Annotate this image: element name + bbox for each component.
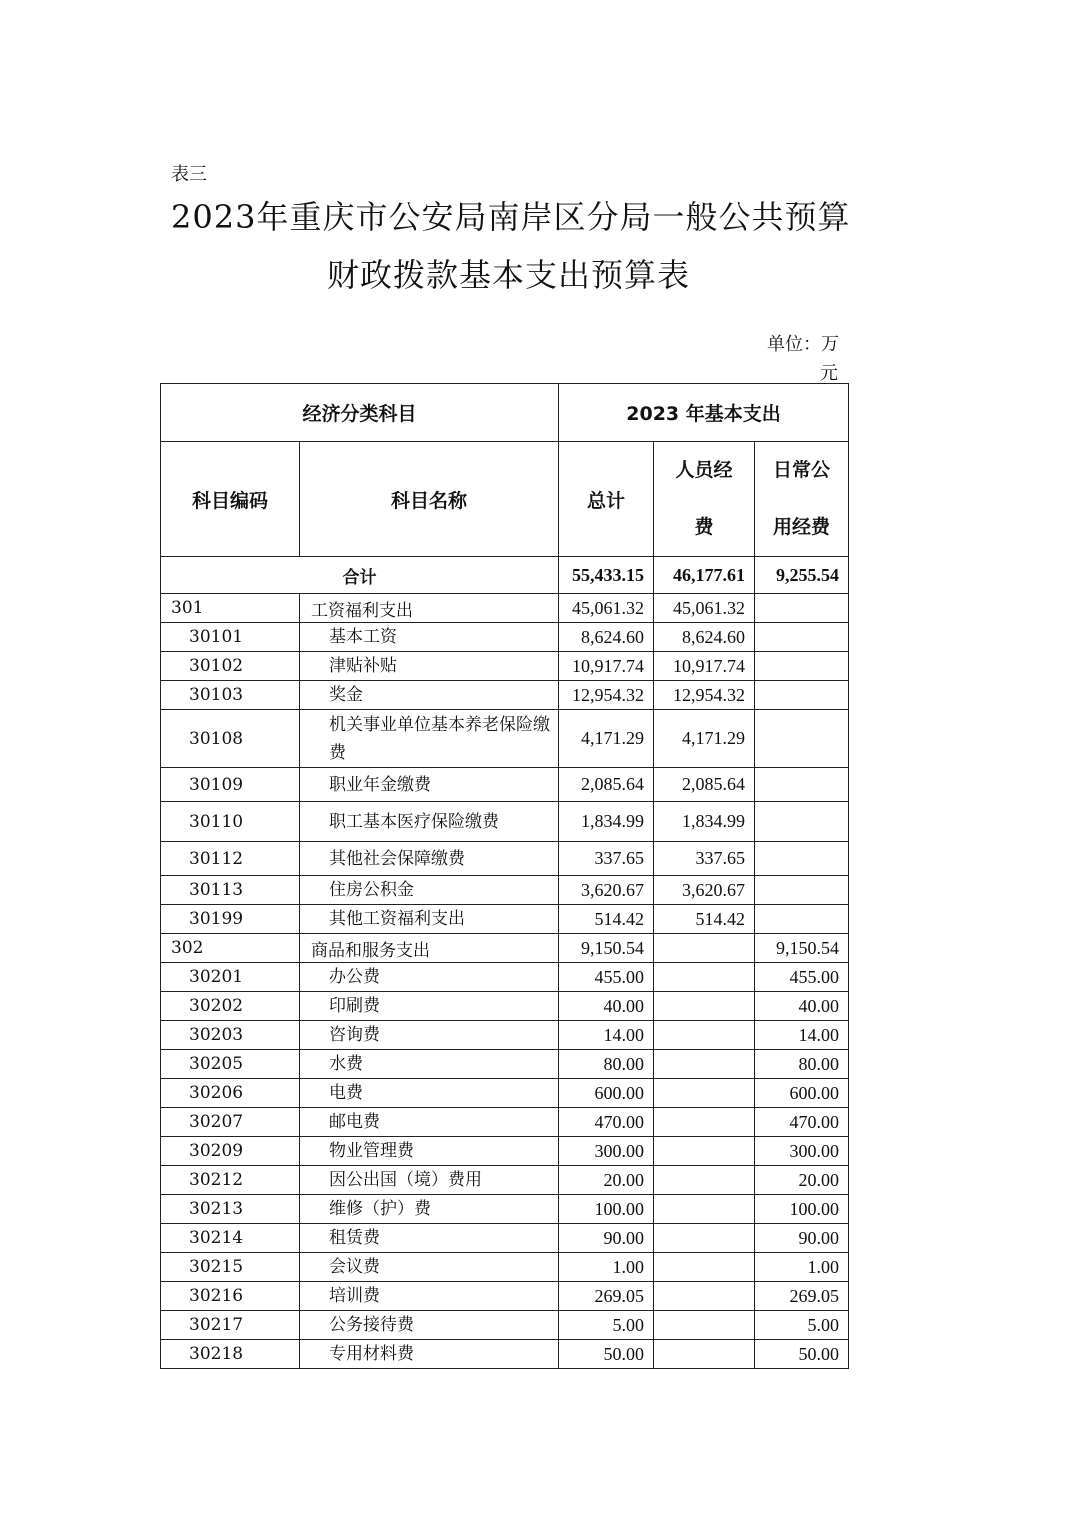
row-personnel	[654, 992, 755, 1021]
header-public: 日常公 用经费	[755, 442, 849, 557]
row-personnel	[654, 963, 755, 992]
table-row	[161, 1340, 849, 1369]
page-title-line-2: 财政拨款基本支出预算表	[327, 256, 691, 294]
row-public: 40.00	[755, 992, 849, 1021]
row-name: 奖金	[300, 681, 559, 710]
table-row	[161, 1166, 849, 1195]
table-row	[161, 681, 849, 710]
table-row	[161, 1021, 849, 1050]
row-personnel	[654, 1195, 755, 1224]
row-code: 30203	[161, 1021, 300, 1050]
row-personnel	[654, 1282, 755, 1311]
table-row	[161, 876, 849, 905]
row-name: 工资福利支出	[300, 594, 559, 623]
row-public: 9,150.54	[755, 934, 849, 963]
row-name: 职业年金缴费	[300, 768, 559, 802]
row-code: 30206	[161, 1079, 300, 1108]
row-total: 514.42	[559, 905, 654, 934]
table-row	[161, 992, 849, 1021]
table-label: 表三	[171, 164, 207, 185]
table-row	[161, 1050, 849, 1079]
header-year-basic: 2023 年基本支出	[559, 384, 849, 442]
row-name: 水费	[300, 1050, 559, 1079]
row-code: 30199	[161, 905, 300, 934]
row-public	[755, 876, 849, 905]
row-total: 470.00	[559, 1108, 654, 1137]
row-personnel: 10,917.74	[654, 652, 755, 681]
row-total: 455.00	[559, 963, 654, 992]
row-public: 5.00	[755, 1311, 849, 1340]
row-name: 津贴补贴	[300, 652, 559, 681]
budget-table	[160, 383, 849, 1369]
row-personnel: 4,171.29	[654, 710, 755, 768]
header-econ-class: 经济分类科目	[161, 384, 559, 442]
row-name: 物业管理费	[300, 1137, 559, 1166]
row-public	[755, 710, 849, 768]
row-personnel	[654, 1166, 755, 1195]
row-name: 机关事业单位基本养老保险缴费	[300, 710, 559, 768]
row-personnel: 45,061.32	[654, 594, 755, 623]
row-public: 20.00	[755, 1166, 849, 1195]
row-public	[755, 768, 849, 802]
row-total: 100.00	[559, 1195, 654, 1224]
row-public: 50.00	[755, 1340, 849, 1369]
row-name: 基本工资	[300, 623, 559, 652]
row-name: 办公费	[300, 963, 559, 992]
row-public	[755, 652, 849, 681]
table-row	[161, 1224, 849, 1253]
row-personnel	[654, 1224, 755, 1253]
table-row	[161, 963, 849, 992]
table-row	[161, 802, 849, 842]
table-row	[161, 1311, 849, 1340]
row-public: 600.00	[755, 1079, 849, 1108]
table-row	[161, 652, 849, 681]
row-total: 20.00	[559, 1166, 654, 1195]
row-total: 337.65	[559, 842, 654, 876]
row-total: 10,917.74	[559, 652, 654, 681]
row-code: 30217	[161, 1311, 300, 1340]
row-total: 80.00	[559, 1050, 654, 1079]
row-code: 30113	[161, 876, 300, 905]
total-label: 合计	[161, 557, 559, 594]
table-row	[161, 1282, 849, 1311]
row-code: 301	[161, 594, 300, 623]
row-total: 1,834.99	[559, 802, 654, 842]
row-name: 租赁费	[300, 1224, 559, 1253]
row-public: 80.00	[755, 1050, 849, 1079]
row-public: 14.00	[755, 1021, 849, 1050]
row-total: 5.00	[559, 1311, 654, 1340]
row-name: 会议费	[300, 1253, 559, 1282]
row-public: 455.00	[755, 963, 849, 992]
row-personnel: 514.42	[654, 905, 755, 934]
row-total: 3,620.67	[559, 876, 654, 905]
table-row	[161, 623, 849, 652]
row-personnel	[654, 1079, 755, 1108]
table-row	[161, 710, 849, 768]
table-row	[161, 1079, 849, 1108]
row-code: 30213	[161, 1195, 300, 1224]
row-public: 100.00	[755, 1195, 849, 1224]
row-total: 40.00	[559, 992, 654, 1021]
row-name: 印刷费	[300, 992, 559, 1021]
row-code: 30216	[161, 1282, 300, 1311]
row-code: 30201	[161, 963, 300, 992]
total-personnel: 46,177.61	[654, 557, 755, 594]
row-public	[755, 681, 849, 710]
row-public	[755, 802, 849, 842]
row-public: 470.00	[755, 1108, 849, 1137]
total-row	[161, 557, 849, 594]
row-public	[755, 594, 849, 623]
row-code: 30110	[161, 802, 300, 842]
row-total: 12,954.32	[559, 681, 654, 710]
row-code: 30108	[161, 710, 300, 768]
row-total: 600.00	[559, 1079, 654, 1108]
row-total: 8,624.60	[559, 623, 654, 652]
row-name: 其他社会保障缴费	[300, 842, 559, 876]
row-total: 9,150.54	[559, 934, 654, 963]
table-row	[161, 905, 849, 934]
row-name: 维修（护）费	[300, 1195, 559, 1224]
row-total: 14.00	[559, 1021, 654, 1050]
row-total: 90.00	[559, 1224, 654, 1253]
row-personnel	[654, 1311, 755, 1340]
table-row	[161, 1253, 849, 1282]
total-public: 9,255.54	[755, 557, 849, 594]
row-code: 30202	[161, 992, 300, 1021]
row-code: 30212	[161, 1166, 300, 1195]
row-public: 90.00	[755, 1224, 849, 1253]
row-personnel	[654, 1108, 755, 1137]
row-personnel: 12,954.32	[654, 681, 755, 710]
row-public	[755, 905, 849, 934]
row-public: 1.00	[755, 1253, 849, 1282]
row-personnel	[654, 1021, 755, 1050]
row-personnel	[654, 1253, 755, 1282]
row-code: 30112	[161, 842, 300, 876]
row-personnel	[654, 934, 755, 963]
row-code: 30209	[161, 1137, 300, 1166]
row-public	[755, 623, 849, 652]
table-row	[161, 1137, 849, 1166]
table-row	[161, 1195, 849, 1224]
unit-label-line-1: 单位：万	[767, 334, 839, 355]
row-total: 300.00	[559, 1137, 654, 1166]
row-total: 2,085.64	[559, 768, 654, 802]
row-personnel: 3,620.67	[654, 876, 755, 905]
row-name: 住房公积金	[300, 876, 559, 905]
header-personnel: 人员经 费	[654, 442, 755, 557]
row-personnel: 2,085.64	[654, 768, 755, 802]
row-personnel	[654, 1137, 755, 1166]
row-total: 4,171.29	[559, 710, 654, 768]
row-name: 职工基本医疗保险缴费	[300, 802, 559, 842]
row-personnel: 1,834.99	[654, 802, 755, 842]
row-code: 30109	[161, 768, 300, 802]
header-total: 总计	[559, 442, 654, 557]
row-code: 302	[161, 934, 300, 963]
row-name: 咨询费	[300, 1021, 559, 1050]
row-public: 300.00	[755, 1137, 849, 1166]
row-code: 30101	[161, 623, 300, 652]
row-code: 30215	[161, 1253, 300, 1282]
row-personnel	[654, 1050, 755, 1079]
table-row	[161, 768, 849, 802]
row-total: 45,061.32	[559, 594, 654, 623]
row-name: 因公出国（境）费用	[300, 1166, 559, 1195]
row-name: 电费	[300, 1079, 559, 1108]
row-public: 269.05	[755, 1282, 849, 1311]
row-code: 30214	[161, 1224, 300, 1253]
row-total: 269.05	[559, 1282, 654, 1311]
table-row	[161, 934, 849, 963]
row-personnel	[654, 1340, 755, 1369]
row-name: 其他工资福利支出	[300, 905, 559, 934]
row-code: 30205	[161, 1050, 300, 1079]
row-name: 培训费	[300, 1282, 559, 1311]
row-code: 30218	[161, 1340, 300, 1369]
row-name: 公务接待费	[300, 1311, 559, 1340]
row-code: 30102	[161, 652, 300, 681]
header-name: 科目名称	[300, 442, 559, 557]
header-code: 科目编码	[161, 442, 300, 557]
row-total: 50.00	[559, 1340, 654, 1369]
table-row	[161, 842, 849, 876]
row-personnel: 337.65	[654, 842, 755, 876]
row-name: 邮电费	[300, 1108, 559, 1137]
row-personnel: 8,624.60	[654, 623, 755, 652]
row-public	[755, 842, 849, 876]
table-row	[161, 594, 849, 623]
row-name: 专用材料费	[300, 1340, 559, 1369]
unit-label-line-2: 元	[820, 363, 838, 384]
row-name: 商品和服务支出	[300, 934, 559, 963]
row-code: 30103	[161, 681, 300, 710]
row-total: 1.00	[559, 1253, 654, 1282]
table-row	[161, 1108, 849, 1137]
row-code: 30207	[161, 1108, 300, 1137]
total-total: 55,433.15	[559, 557, 654, 594]
page-title-line-1: 2023年重庆市公安局南岸区分局一般公共预算	[171, 198, 851, 236]
